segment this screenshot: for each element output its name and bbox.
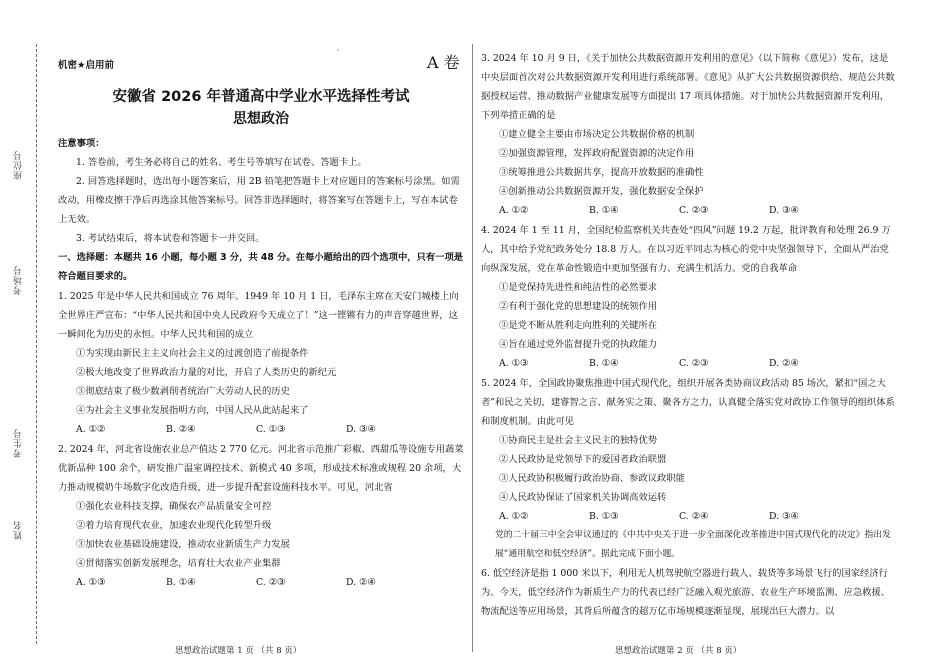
choice-d: D. ③④: [769, 511, 799, 522]
choice-c: C. ②③: [679, 205, 709, 216]
choice-c: C. ②④: [679, 511, 709, 522]
option: ①强化农业科技支撑，确保农产品质量安全可控: [76, 501, 272, 512]
subject-title: 思想政治: [233, 111, 289, 127]
choice-b: B. ①④: [589, 358, 619, 369]
notice-item-1: 1. 答卷前，考生务必将自己的姓名、考生号等填写在试卷、答题卡上。: [76, 157, 367, 168]
option: ④为社会主义事业发展指明方向，中国人民从此站起来了: [76, 405, 309, 416]
option: ③加快农业基础设施建设，推动农业新质生产力发展: [76, 539, 290, 550]
question-stem: 1. 2025 年是中华人民共和国成立 76 周年。1949 年 10 月 1 日，毛泽东主席在天安门城楼上向全世界庄严宣布：“中华人民共和国中央人民政府今天成立了！”这一铿锵有力的声音穿越世界，这一瞬间化为历史的永恒。中华人民共和国的成立: [58, 291, 459, 340]
question-stem: 3. 2024 年 10 月 9 日，《关于加快公共数据资源开发利用的意见》（以下简称《意见》）发布，这是中央层面首次对公共数据资源开发利用进行系统部署。《意见》从扩大公共数据资源供给、规范公共数据授权运营、推动数据产业健康发展等方面提出 17 项具体措施。对于加快公共数据资源开发利用，下列举措正确的是: [481, 53, 895, 121]
choice-a: A. ①②: [499, 511, 529, 522]
answer-choices: [481, 354, 895, 373]
question-6-stem: 6. 低空经济是指 1 000 米以下，利用无人机驾驶航空器进行载人、载货等多场景飞行的国家经济行为。今天，低空经济作为新质生产力的代表已经广泛融入观光旅游、农业生产环境监测、应急救援、物流配送等应用场景，其背后所蕴含的超万亿市场规模逐渐显现，展现出巨大潜力。以: [481, 568, 891, 617]
notice-heading: 注意事项：: [58, 138, 105, 149]
choice-c: C. ①③: [256, 424, 286, 435]
option: ①为实现由新民主主义向社会主义的过渡创造了前提条件: [76, 348, 309, 359]
option: ②着力培育现代农业，加速农业现代化转型升级: [76, 520, 272, 531]
secret-mark: 机密★启用前: [58, 60, 115, 71]
side-label-name: 姓名: [14, 520, 24, 540]
side-label-room: 考场号: [14, 265, 24, 295]
answer-choices: [58, 573, 466, 592]
option: ②加强资源管理，发挥政府配置资源的决定作用: [499, 148, 695, 159]
binding-line: [36, 44, 37, 644]
option: ②极大地改变了世界政治力量的对比，开启了人类历史的新纪元: [76, 367, 337, 378]
footer-page-1: 思想政治试题第 1 页 （共 8 页）: [175, 646, 302, 656]
option: ④人民政协保证了国家机关协调高效运转: [499, 492, 667, 503]
question-stem: 2. 2024 年，河北省设施农业总产值达 2 770 亿元。河北省示范推广彩椒、西甜瓜等设施专用蔬菜优新品种 100 余个，研发推广温室调控技术、新模式 40 多项，形成技术标准或规程 20 余项，大力推动规模奶牛场数字化改造升级，进一步提升配套设施科技水平。可见，河北省: [58, 444, 464, 493]
choice-a: A. ①③: [499, 358, 529, 369]
choice-b: B. ②④: [166, 424, 196, 435]
option: ③人民政协积极履行政治协商、参政议政职能: [499, 473, 685, 484]
option: ①是党保持先进性和纯洁性的必然要求: [499, 282, 658, 293]
choice-a: A. ①②: [76, 424, 106, 435]
question-3: [481, 49, 895, 220]
question-stem: 5. 2024 年，全国政协聚焦推进中国式现代化，组织开展各类协商议政活动 85 场次，紧扣“国之大者”和民之关切，建睿智之言、献务实之策、聚各方之力，认真健全落实党对政协工作领导的组织体系和制度机制。由此可见: [481, 378, 895, 427]
answer-choices: [481, 201, 895, 220]
option: ②有利于强化党的思想建设的统领作用: [499, 301, 658, 312]
side-label-examinee: 考生号: [14, 428, 24, 458]
question-1: [58, 287, 466, 439]
choice-d: D. ②④: [346, 577, 376, 588]
paper-tag: A 卷: [427, 53, 460, 72]
question-stem: 4. 2024 年 1 至 11 月，全国纪检监察机关共查处“四风”问题 19.2 万起，批评教育和处理 26.9 万人，其中给予党纪政务处分 18.8 万人。在以习近平同志为核心的党中央坚强领导下，全面从严治党向纵深发展，党在革命性锻造中更加坚强有力、充满生机活力。党的自我革命: [481, 225, 891, 274]
left-column: [58, 134, 466, 592]
exam-title: 安徽省 2026 年普通高中学业水平选择性考试: [112, 89, 410, 105]
option: ④创新推动公共数据资源开发，强化数据安全保护: [499, 186, 704, 197]
choice-a: A. ①③: [76, 577, 106, 588]
choice-b: B. ①④: [166, 577, 196, 588]
option: ④旨在通过党外监督提升党的执政能力: [499, 339, 658, 350]
option: ①建立健全主要由市场决定公共数据价格的机制: [499, 129, 695, 140]
choice-c: C. ②③: [679, 358, 709, 369]
answer-choices: [481, 507, 895, 526]
answer-choices: [58, 420, 466, 439]
notice-item-2: 2. 回答选择题时，选出每小题答案后，用 2B 铅笔把答题卡上对应题目的答案标号涂黑。如需改动，用橡皮擦干净后再选涂其他答案标号。回答非选择题时，将答案写在答题卡上，写在本试卷上无效。: [58, 176, 460, 225]
right-column: [481, 48, 895, 621]
option: ④贯彻落实创新发展理念，培育壮大农业产业集群: [76, 558, 281, 569]
option: ③统筹推进公共数据共享，提高开放数据的准确性: [499, 167, 704, 178]
question-5: [481, 374, 895, 526]
choice-c: C. ②③: [256, 577, 286, 588]
choice-b: B. ①④: [589, 205, 619, 216]
choice-d: D. ③④: [769, 205, 799, 216]
notice-item-3: 3. 考试结束后，将本试卷和答题卡一并交回。: [76, 233, 265, 244]
page-divider: [472, 44, 473, 652]
option: ①协商民主是社会主义民主的独特优势: [499, 435, 658, 446]
choice-a: A. ①②: [499, 205, 529, 216]
choice-d: D. ②④: [769, 358, 799, 369]
option: ②人民政协是党领导下的爱国者政治联盟: [499, 454, 667, 465]
side-label-seat: 座位号: [14, 150, 24, 180]
question-2: [58, 440, 466, 592]
top-dot: ·: [337, 46, 340, 55]
section-heading: 一、选择题：本题共 16 小题，每小题 3 分，共 48 分。在每小题给出的四个选项中，只有一项是符合题目要求的。: [58, 252, 464, 282]
lead-in-text: 党的二十届三中全会审议通过的《中共中央关于进一步全面深化改革推进中国式现代化的决定》指出发展“通用航空和低空经济”。据此完成下面小题。: [495, 530, 891, 559]
question-4: [481, 221, 895, 373]
footer-page-2: 思想政治试题第 2 页 （共 8 页）: [615, 646, 742, 656]
option: ③彻底结束了极少数剥削者统治广大劳动人民的历史: [76, 386, 290, 397]
option: ③是党不断从胜利走向胜利的关键所在: [499, 320, 658, 331]
choice-d: D. ③④: [346, 424, 376, 435]
choice-b: B. ①③: [589, 511, 619, 522]
